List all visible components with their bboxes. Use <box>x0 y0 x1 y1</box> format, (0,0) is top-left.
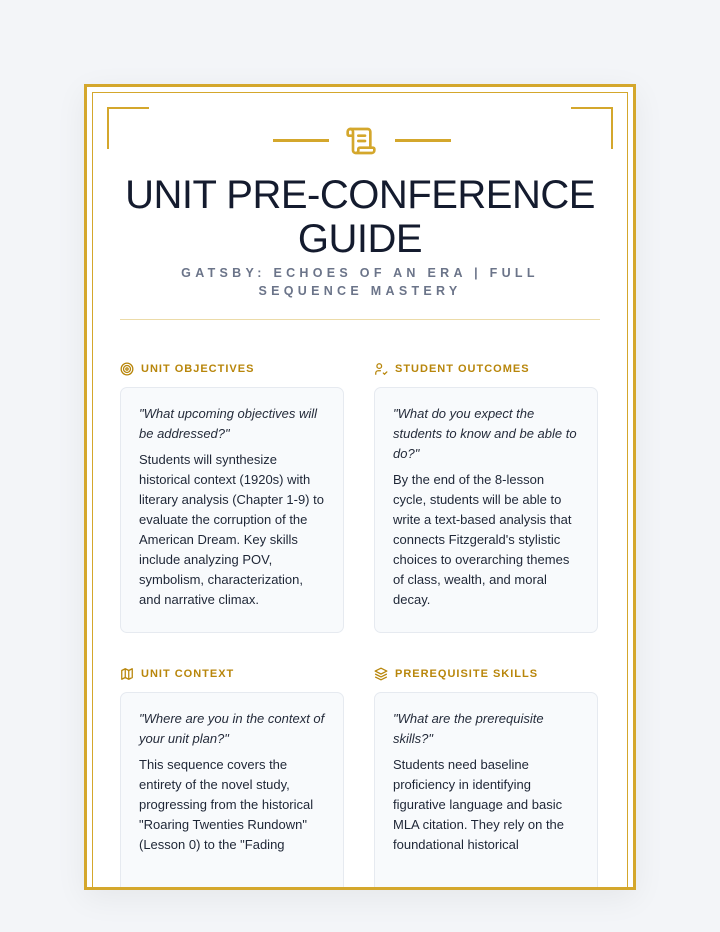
section-heading-unit-context <box>120 664 234 684</box>
response-text: By the end of the 8-lesson cycle, students will be able to write a text-based analysis that connects Fitzgerald's stylistic choices to overarching themes of class, wealth, and moral decay. <box>393 472 572 607</box>
student-outcomes-box <box>374 387 598 633</box>
section-heading-student-outcomes <box>374 359 530 379</box>
unit-objectives-box <box>120 387 344 633</box>
prompt-question: "What are the prerequisite skills?" <box>393 711 544 746</box>
header-divider <box>120 319 600 320</box>
section-heading-label: PREREQUISITE SKILLS <box>395 668 539 680</box>
header-ornament <box>87 125 633 155</box>
unit-context-box <box>120 692 344 890</box>
response-text: This sequence covers the entirety of the novel study, progressing from the historical "Roaring Twenties Rundown" (Lesson 0) to the "Fading <box>139 757 314 852</box>
prompt-question: "What upcoming objectives will be addressed?" <box>139 406 318 441</box>
target-icon <box>120 362 134 376</box>
section-heading-label: UNIT OBJECTIVES <box>141 363 255 375</box>
ornament-line-left <box>273 139 329 142</box>
page-subtitle: GATSBY: ECHOES OF AN ERA | FULL SEQUENCE MASTERY <box>181 266 539 298</box>
section-heading-label: UNIT CONTEXT <box>141 668 235 680</box>
section-heading-label: STUDENT OUTCOMES <box>395 363 530 375</box>
prerequisite-skills-box <box>374 692 598 890</box>
guide-card <box>84 84 636 890</box>
scroll-icon <box>345 125 377 157</box>
response-text: Students will synthesize historical context (1920s) with literary analysis (Chapter 1-9) to evaluate the corruption of the American Dream. Key skills include analyzing POV, symbolism, characterization, and narrative climax. <box>139 452 324 607</box>
layers-icon <box>374 667 388 681</box>
response-text: Students need baseline proficiency in identifying figurative language and basic MLA citation. They rely on the foundational historical <box>393 757 565 852</box>
ornament-line-right <box>395 139 451 142</box>
section-heading-prerequisite-skills <box>374 664 538 684</box>
section-heading-unit-objectives <box>120 359 254 379</box>
prompt-question: "What do you expect the students to know and be able to do?" <box>393 406 577 461</box>
user-check-icon <box>374 362 388 376</box>
map-icon <box>120 667 134 681</box>
prompt-question: "Where are you in the context of your unit plan?" <box>139 711 325 746</box>
page-title: UNIT PRE-CONFERENCE GUIDE <box>125 173 595 261</box>
